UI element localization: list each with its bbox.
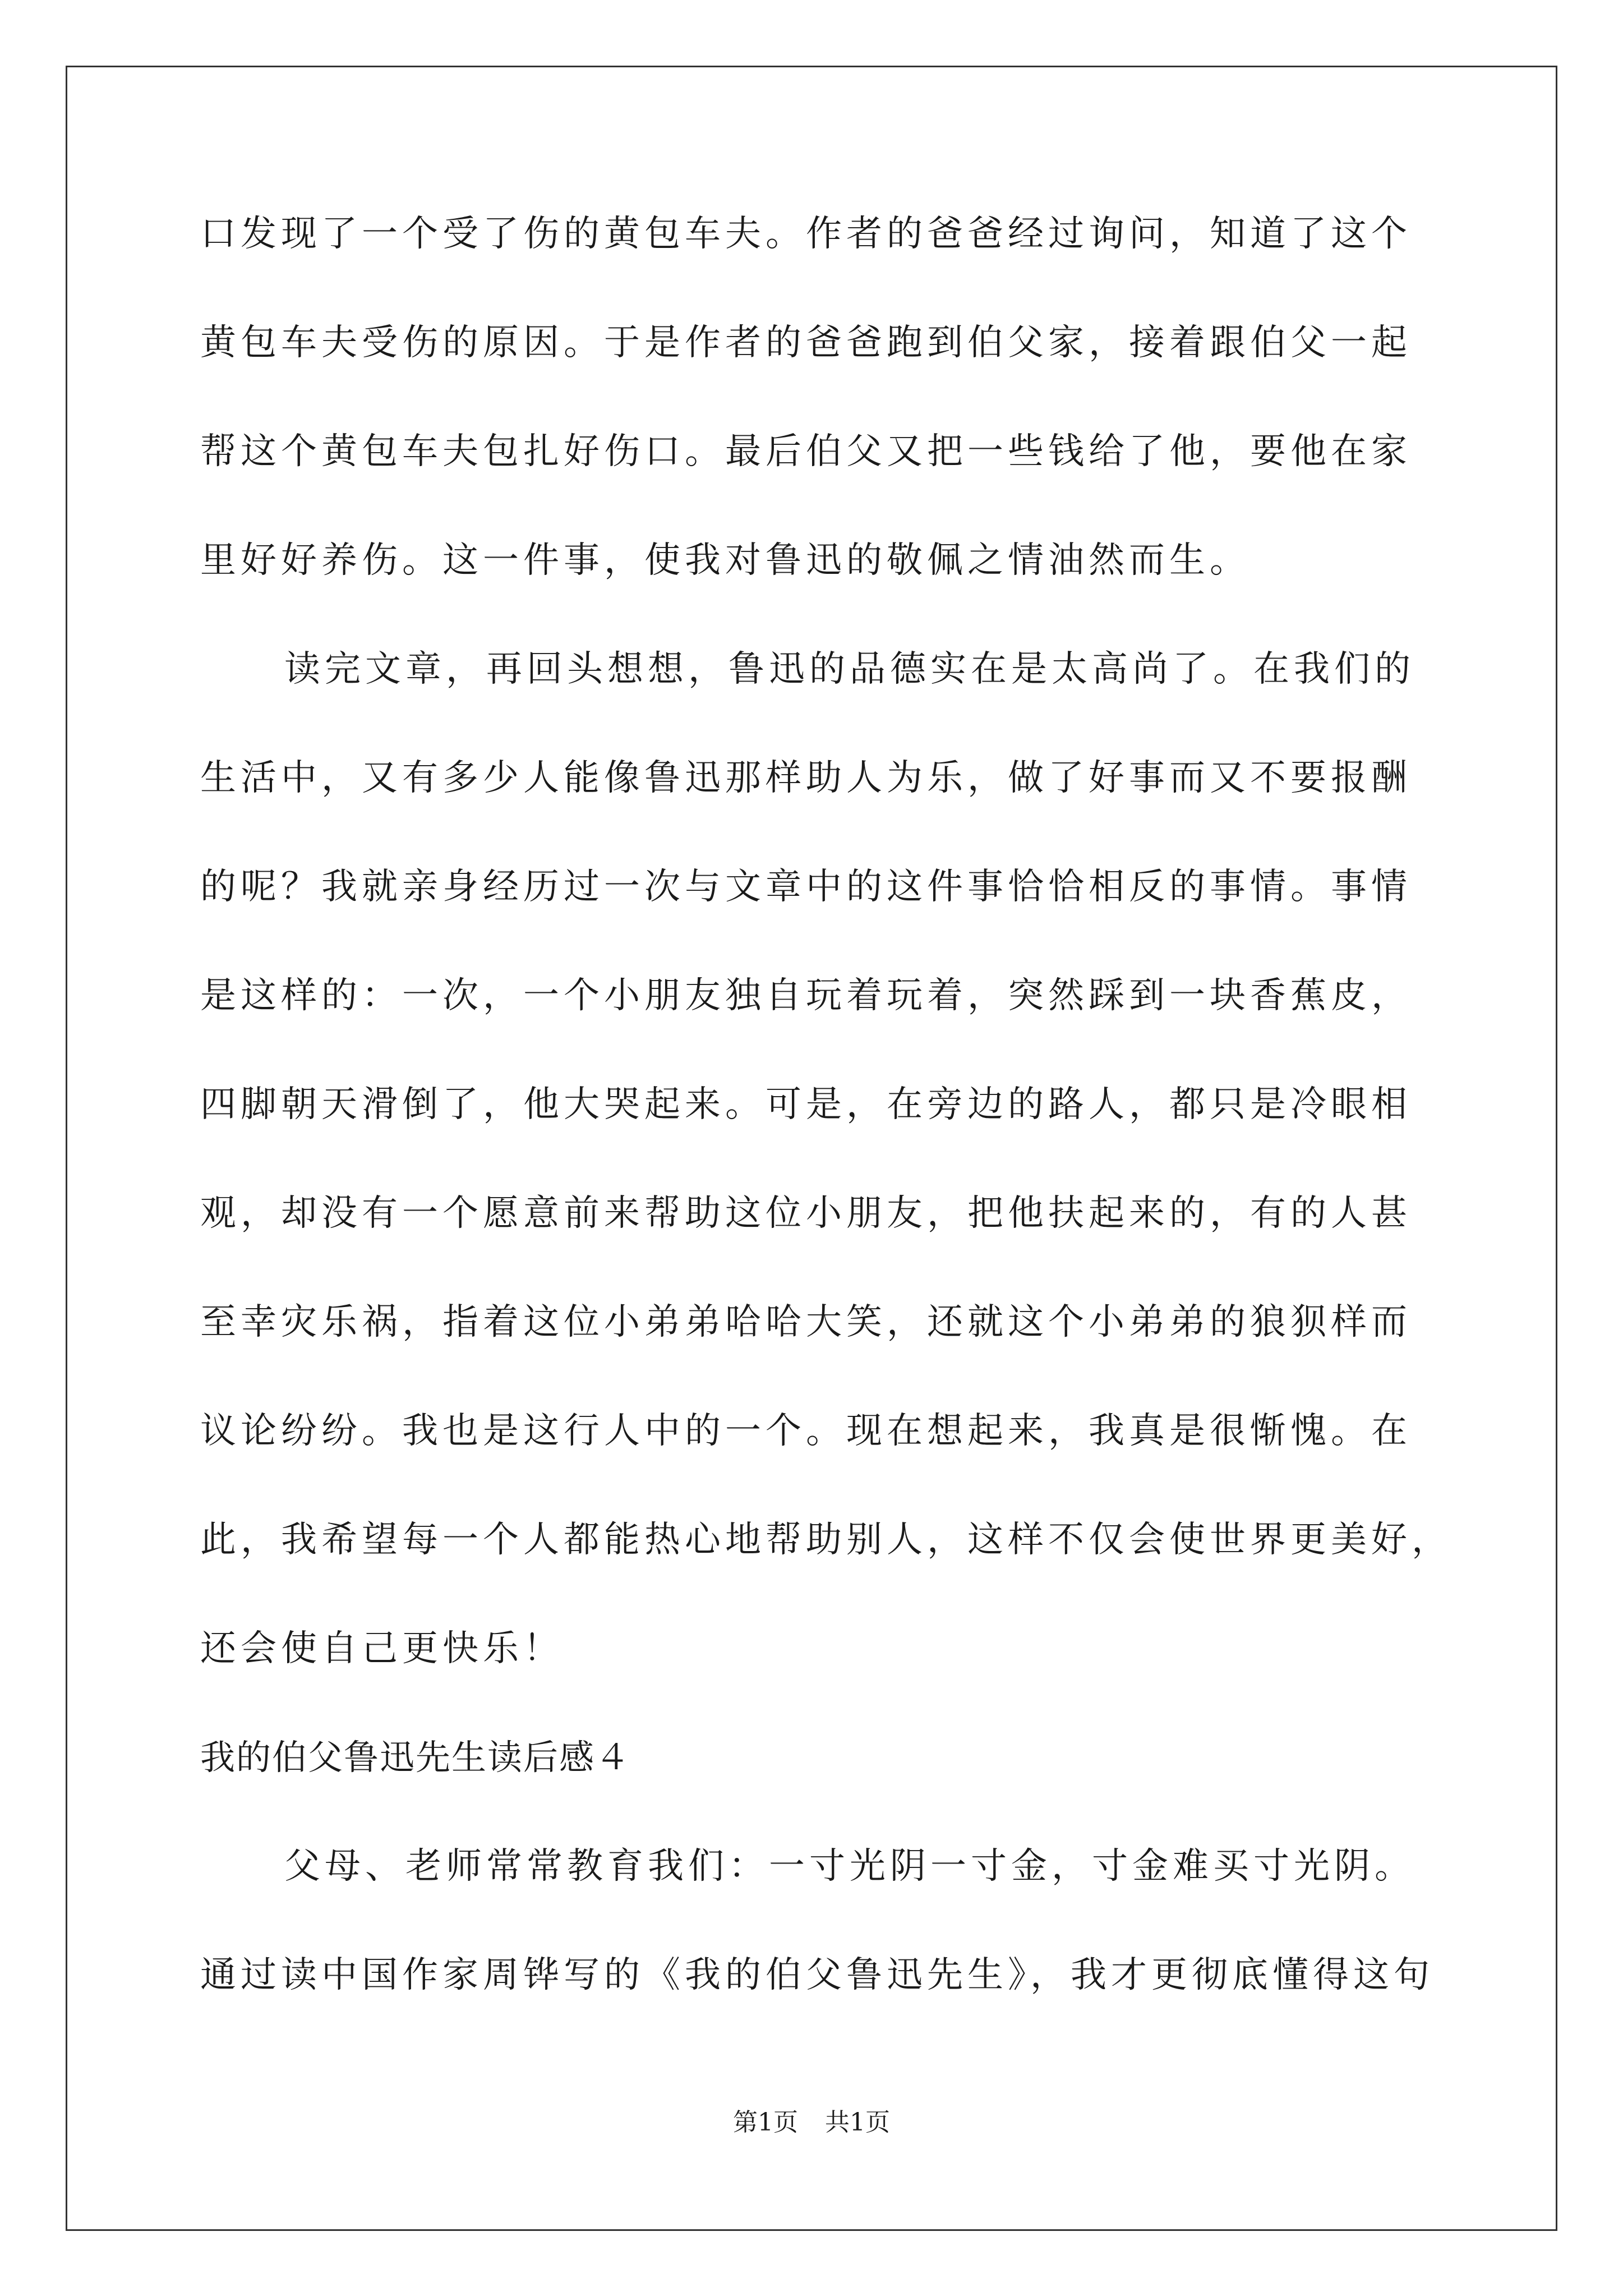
text-line: 里好好养伤。这一件事，使我对鲁迅的敬佩之情油然而生。 <box>200 540 1250 581</box>
text-line: 是这样的：一次，一个小朋友独自玩着玩着，突然踩到一块香蕉皮， <box>200 975 1412 1016</box>
page-number: 第1页 <box>733 2108 798 2137</box>
document-body <box>200 213 1452 2066</box>
text-line: 帮这个黄包车夫包扎好伤口。最后伯父又把一些钱给了他，要他在家 <box>200 431 1412 472</box>
page-total: 共1页 <box>825 2108 890 2137</box>
text-line: 此，我希望每一个人都能热心地帮助别人，这样不仅会使世界更美好， <box>200 1519 1452 1561</box>
text-line: 读完文章，再回头想想，鲁迅的品德实在是太高尚了。在我们的 <box>284 648 1415 690</box>
text-line: 黄包车夫受伤的原因。于是作者的爸爸跑到伯父家，接着跟伯父一起 <box>200 322 1412 364</box>
text-line: 四脚朝天滑倒了，他大哭起来。可是，在旁边的路人，都只是冷眼相 <box>200 1084 1412 1125</box>
text-line: 生活中，又有多少人能像鲁迅那样助人为乐，做了好事而又不要报酬 <box>200 757 1412 799</box>
text-line: 通过读中国作家周铧写的《我的伯父鲁迅先生》，我才更彻底懂得这句 <box>200 1954 1434 1996</box>
text-line: 议论纷纷。我也是这行人中的一个。现在想起来，我真是很惭愧。在 <box>200 1410 1412 1452</box>
section-heading: 我的伯父鲁迅先生读后感４ <box>200 1737 631 1778</box>
text-line: 至幸灾乐祸，指着这位小弟弟哈哈大笑，还就这个小弟弟的狼狈样而 <box>200 1301 1412 1343</box>
text-line: 父母、老师常常教育我们：一寸光阴一寸金，寸金难买寸光阴。 <box>284 1846 1415 1887</box>
page-footer <box>0 2110 1623 2135</box>
text-line: 还会使自己更快乐！ <box>200 1628 564 1669</box>
text-line: 口发现了一个受了伤的黄包车夫。作者的爸爸经过询问，知道了这个 <box>200 213 1412 255</box>
text-line: 观，却没有一个愿意前来帮助这位小朋友，把他扶起来的，有的人甚 <box>200 1193 1412 1234</box>
text-line: 的呢？我就亲身经历过一次与文章中的这件事恰恰相反的事情。事情 <box>200 866 1412 908</box>
